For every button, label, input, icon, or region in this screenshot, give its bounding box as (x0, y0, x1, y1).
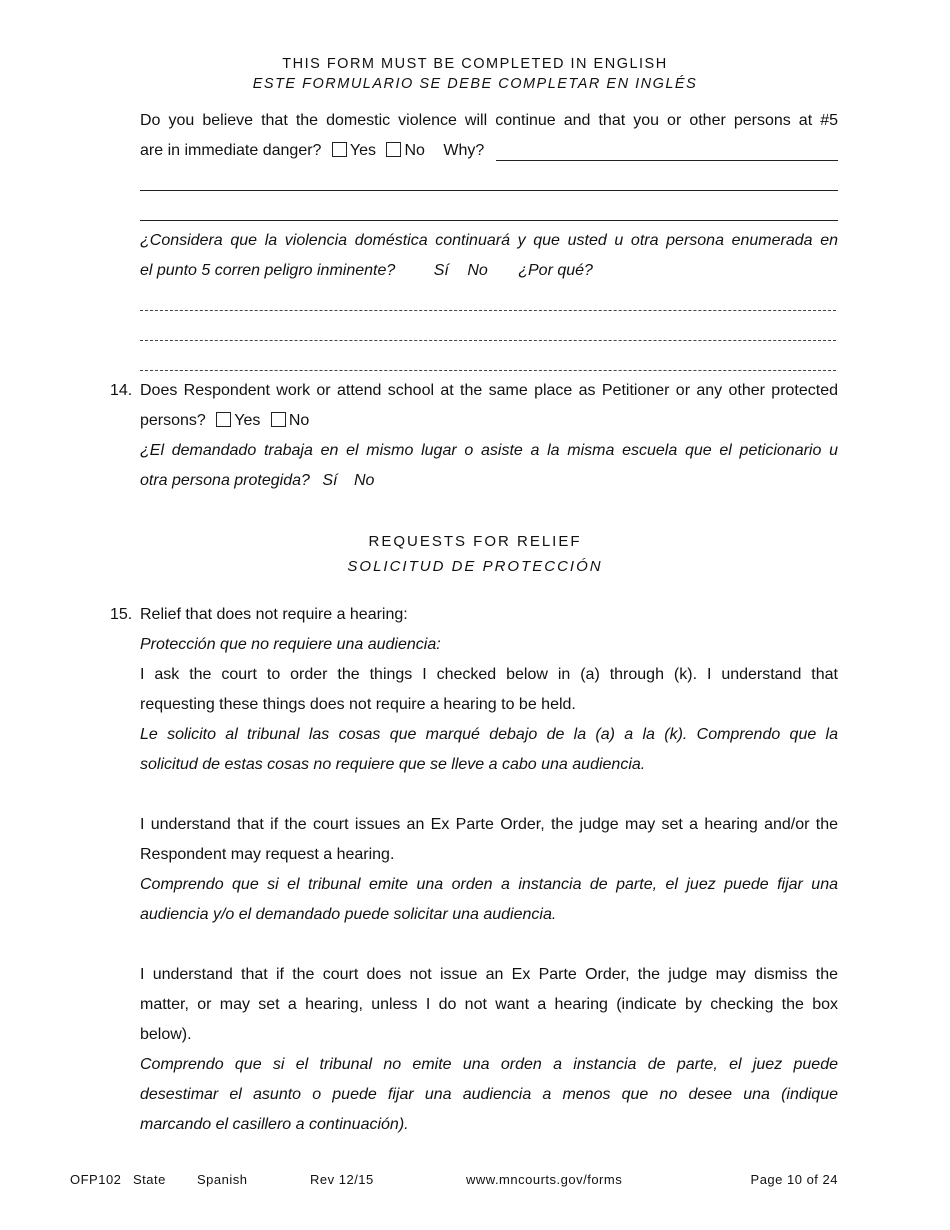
q14-spanish-line2: otra persona protegida? (140, 472, 310, 489)
q13-spanish-line1: ¿Considera que la violencia doméstica continuará y que usted u otra persona enumerada en (140, 232, 838, 249)
q13-no-checkbox[interactable] (386, 142, 401, 157)
q13-no-label: No (404, 142, 425, 159)
section-title-spanish: SOLICITUD DE PROTECCIÓN (347, 558, 603, 575)
q15-para3-spanish-line2: desestimar el asunto o puede fijar una audiencia a menos que no desee una (indique (140, 1086, 838, 1103)
footer-form-id: OFP102 (70, 1172, 122, 1187)
q14-yes-checkbox[interactable] (216, 412, 231, 427)
q15-number: 15. (110, 606, 133, 623)
q13-text-line1: Do you believe that the domestic violence will continue and that you or other persons at #5 (140, 112, 838, 129)
q13-why-answer-line[interactable] (496, 160, 838, 161)
q15-title-spanish: Protección que no requiere una audiencia: (140, 636, 441, 653)
footer-page-number: Page 10 of 24 (750, 1172, 838, 1187)
form-header-spanish: ESTE FORMULARIO SE DEBE COMPLETAR EN INGLÉS (252, 76, 698, 92)
q14-number: 14. (110, 382, 133, 399)
q15-para2-spanish-line2: audiencia y/o el demandado puede solicitar una audiencia. (140, 906, 557, 923)
section-title-english: REQUESTS FOR RELIEF (368, 533, 582, 550)
q13-yes-checkbox[interactable] (332, 142, 347, 157)
footer-url[interactable]: www.mncourts.gov/forms (466, 1172, 623, 1187)
q15-para1-spanish-line1: Le solicito al tribunal las cosas que marqué debajo de la (a) a la (k). Comprendo que la (140, 726, 838, 743)
q14-spanish-line1: ¿El demandado trabaja en el mismo lugar o asiste a la misma escuela que el peticionario u (140, 442, 838, 459)
q15-para1-line1: I ask the court to order the things I checked below in (a) through (k). I understand that (140, 666, 838, 683)
q15-para1-spanish-line2: solicitud de estas cosas no requiere que se lleve a cabo una audiencia. (140, 756, 646, 773)
q15-para3-spanish-line1: Comprendo que si el tribunal no emite una orden a instancia de parte, el juez puede (140, 1056, 838, 1073)
footer-jurisdiction: State (133, 1172, 166, 1187)
q13-answer-line-2[interactable] (140, 190, 838, 191)
q13-yes-label: Yes (349, 142, 376, 159)
footer-revision: Rev 12/15 (310, 1172, 374, 1187)
q14-no-label: No (288, 412, 310, 429)
q14-no-checkbox[interactable] (271, 412, 286, 427)
q15-para3-spanish-line3: marcando el casillero a continuación). (140, 1116, 409, 1133)
form-header-english: THIS FORM MUST BE COMPLETED IN ENGLISH (282, 56, 668, 72)
q14-text-line2: persons? (140, 412, 206, 429)
q15-para1-line2: requesting these things does not require a hearing to be held. (140, 696, 576, 713)
q13-spanish-why: ¿Por qué? (518, 262, 593, 279)
q13-spanish-row (140, 262, 593, 280)
q13-answer-row (140, 142, 484, 160)
q13-spanish-answer-line-2[interactable] (140, 340, 836, 341)
q13-spanish-answer-line-3[interactable] (140, 370, 836, 371)
q14-text-line1: Does Respondent work or attend school at the same place as Petitioner or any other protected (140, 382, 838, 399)
q13-spanish-answer-line-1[interactable] (140, 310, 836, 311)
q14-spanish-row (140, 472, 374, 490)
q15-para3-line1: I understand that if the court does not issue an Ex Parte Order, the judge may dismiss the (140, 966, 838, 983)
q14-spanish-no: No (353, 472, 375, 489)
q15-para3-line3: below). (140, 1026, 192, 1043)
q14-spanish-si: Sí (322, 472, 338, 489)
q15-para2-line2: Respondent may request a hearing. (140, 846, 395, 863)
q13-answer-line-3[interactable] (140, 220, 838, 221)
q13-spanish-no: No (467, 262, 488, 279)
q13-spanish-line2: el punto 5 corren peligro inminente? (140, 262, 396, 279)
q15-para2-line1: I understand that if the court issues an Ex Parte Order, the judge may set a hearing and/or the (140, 816, 838, 833)
q14-yes-label: Yes (234, 412, 261, 429)
q15-title-english: Relief that does not require a hearing: (140, 606, 408, 623)
footer-language: Spanish (197, 1172, 248, 1187)
q15-para2-spanish-line1: Comprendo que si el tribunal emite una orden a instancia de parte, el juez puede fijar una (140, 876, 838, 893)
q13-why-label: Why? (443, 142, 485, 159)
q13-spanish-si: Sí (433, 262, 449, 279)
q13-text-line2: are in immediate danger? (140, 142, 322, 159)
q15-para3-line2: matter, or may set a hearing, unless I do not want a hearing (indicate by checking the box (140, 996, 838, 1013)
q14-answer-row (140, 412, 309, 430)
